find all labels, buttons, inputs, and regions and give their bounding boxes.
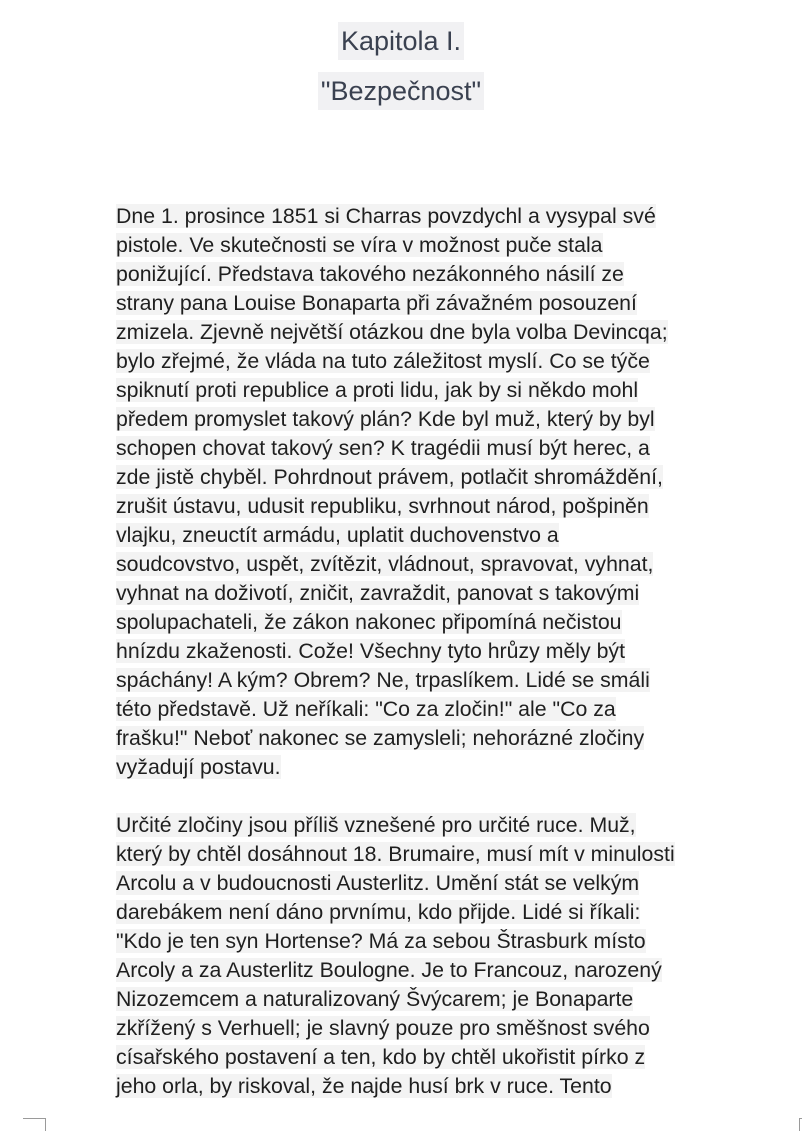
text-line [116,434,736,463]
chapter-heading: Kapitola I. [338,22,464,60]
text-line-content: vlajku, zneuctít armádu, uplatit duchovenstvo a [116,523,559,547]
text-line-content: předem promyslet takový plán? Kde byl muž, který by byl [116,407,655,431]
text-line [116,985,736,1014]
text-line-content: spolupachateli, že zákon nakonec připomíná nečistou [116,610,622,634]
text-line [116,231,736,260]
text-line-content: Určité zločiny jsou příliš vznešené pro určité ruce. Muž, [116,813,636,837]
text-line [116,695,736,724]
text-line-content: frašku!" Neboť nakonec se zamysleli; nehorázné zločiny [116,726,645,750]
chapter-heading-row [0,22,802,60]
text-line-content: spáchány! A kým? Obrem? Ne, trpaslíkem. Lidé se smáli [116,668,650,692]
text-line-content: Nizozemcem a naturalizovaný Švýcarem; je Bonaparte [116,987,634,1011]
chapter-title-row [0,72,802,110]
page-corner-mark-left [23,1118,46,1131]
document-body [116,202,736,1101]
text-line-content: "Kdo je ten syn Hortense? Má za sebou Štrasburk místo [116,929,646,953]
text-line [116,202,736,231]
text-line-content: bylo zřejmé, že vláda na tuto záležitost myslí. Co se týče [116,349,650,373]
text-line [116,637,736,666]
text-line-content: zde jistě chyběl. Pohrdnout právem, potlačit shromáždění, [116,465,663,489]
text-line-content: této představě. Už neříkali: "Co za zločin!" ale "Co za [116,697,616,721]
text-line [116,666,736,695]
text-line [116,1072,736,1101]
text-line-content: schopen chovat takový sen? K tragédii musí být herec, a [116,436,650,460]
text-line [116,463,736,492]
text-line [116,405,736,434]
text-line [116,840,736,869]
text-line-content: zrušit ústavu, udusit republiku, svrhnout národ, pošpiněn [116,494,649,518]
text-line [116,579,736,608]
paragraph [116,811,736,1101]
text-line [116,376,736,405]
text-line [116,492,736,521]
text-line [116,869,736,898]
text-line [116,724,736,753]
text-line-content: císařského postavení a ten, kdo by chtěl ukořistit pírko z [116,1045,646,1069]
text-line-content: hnízdu zkaženosti. Cože! Všechny tyto hrůzy měly být [116,639,625,663]
text-line-content: Dne 1. prosince 1851 si Charras povzdychl a vysypal své [116,204,656,228]
text-line [116,521,736,550]
text-line-content: ponižující. Představa takového nezákonného násilí ze [116,262,624,286]
chapter-title: "Bezpečnost" [318,72,484,110]
text-line [116,898,736,927]
text-line [116,1014,736,1043]
text-line-content: zkřížený s Verhuell; je slavný pouze pro směšnost svého [116,1016,650,1040]
text-line [116,550,736,579]
text-line [116,927,736,956]
text-line-content: pistole. Ve skutečnosti se víra v možnost puče stala [116,233,603,257]
text-line-content: vyhnat na doživotí, zničit, zavraždit, panovat s takovými [116,581,640,605]
text-line-content: jeho orla, by riskoval, že najde husí brk v ruce. Tento [116,1074,612,1098]
text-line-content: který by chtěl dosáhnout 18. Brumaire, musí mít v minulosti [116,842,675,866]
text-line-content: Arcoly a za Austerlitz Boulogne. Je to Francouz, narozený [116,958,662,982]
text-line-content: strany pana Louise Bonaparta při závažném posouzení [116,291,637,315]
text-line [116,1043,736,1072]
text-line [116,956,736,985]
text-line [116,753,736,782]
text-line-content: vyžadují postavu. [116,755,281,779]
text-line-content: zmizela. Zjevně největší otázkou dne byla volba Devincqa; [116,320,668,344]
text-line [116,318,736,347]
text-line-content: soudcovstvo, uspět, zvítězit, vládnout, spravovat, vyhnat, [116,552,654,576]
text-line [116,811,736,840]
text-line [116,608,736,637]
text-line [116,347,736,376]
text-line-content: darebákem není dáno prvnímu, kdo přijde. Lidé si říkali: [116,900,641,924]
text-line [116,260,736,289]
paragraph [116,202,736,782]
text-line-content: spiknutí proti republice a proti lidu, jak by si někdo mohl [116,378,639,402]
text-line-content: Arcolu a v budoucnosti Austerlitz. Umění stát se velkým [116,871,640,895]
text-line [116,289,736,318]
